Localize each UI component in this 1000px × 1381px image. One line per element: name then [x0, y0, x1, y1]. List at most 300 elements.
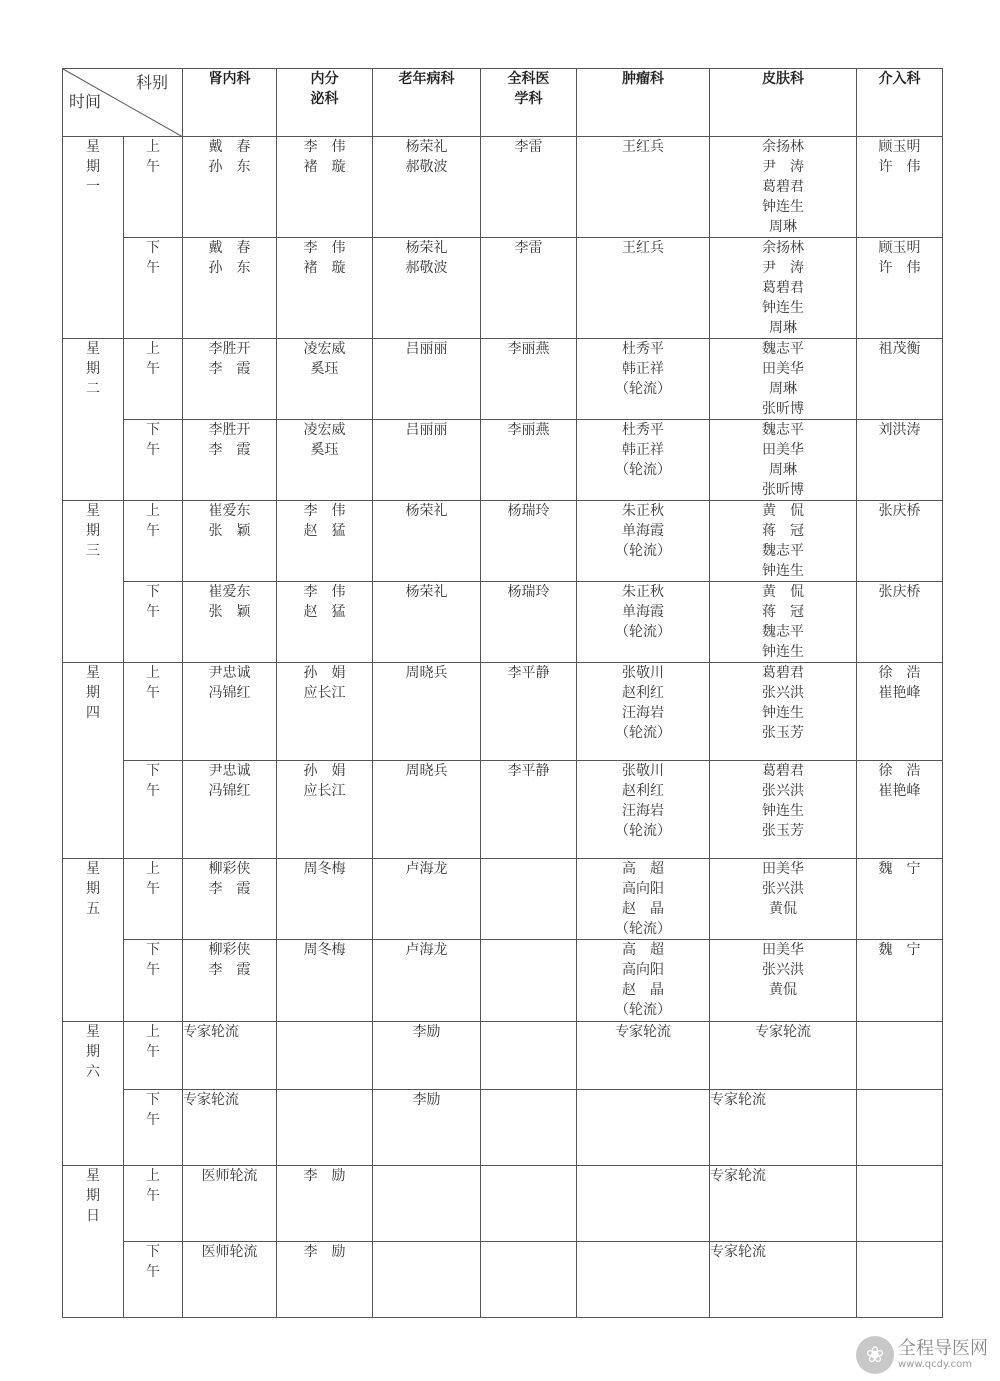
session-morning-label: 上 午 [124, 1022, 183, 1090]
swirl-logo-icon: ❀ [856, 1336, 894, 1374]
day-label: 星 期 四 [63, 663, 124, 859]
doctor-name: 褚 璇 [303, 260, 346, 276]
doctor-name: 郝敬波 [405, 260, 448, 276]
doctor-name: 杨荣礼 [405, 240, 448, 256]
schedule-cell [481, 663, 577, 761]
schedule-cell [183, 761, 277, 859]
doctor-name: 杨瑞玲 [507, 503, 550, 519]
day-label: 星 期 六 [63, 1022, 124, 1166]
schedule-cell [577, 501, 710, 582]
schedule-cell [373, 582, 481, 663]
schedule-cell [857, 940, 943, 1022]
session-afternoon-label: 下 午 [124, 420, 183, 501]
dept-header-endocrinology: 内分 泌科 [277, 69, 373, 137]
doctor-name: 赵 猛 [303, 604, 346, 620]
schedule-cell [710, 1022, 857, 1090]
doctor-name: 钟连生 [762, 705, 804, 721]
doctor-name: 周琳 [769, 381, 797, 397]
doctor-name: 魏志平 [762, 624, 804, 640]
doctor-name: 李雷 [514, 139, 543, 155]
schedule-cell [277, 1090, 373, 1166]
schedule-cell [277, 1242, 373, 1318]
session-morning-label: 上 午 [124, 501, 183, 582]
doctor-name: 李 霞 [208, 361, 251, 377]
doctor-name: 专家轮流 [755, 1024, 811, 1040]
session-afternoon-label: 下 午 [124, 238, 183, 339]
schedule-cell [710, 1242, 857, 1318]
doctor-name: 周晓兵 [405, 763, 448, 779]
schedule-cell [481, 761, 577, 859]
doctor-name: 韩正祥 [622, 361, 664, 377]
doctor-name: 高向阳 [622, 881, 664, 897]
dept-header-dermatology: 皮肤科 [710, 69, 857, 137]
doctor-name: 田美华 [762, 361, 804, 377]
schedule-cell [183, 859, 277, 940]
doctor-name: 尹忠诚 [208, 763, 251, 779]
schedule-cell [710, 859, 857, 940]
schedule-cell [710, 501, 857, 582]
doctor-name: 周冬梅 [303, 942, 346, 958]
schedule-cell [710, 1090, 857, 1166]
doctor-name: 张 颖 [208, 604, 251, 620]
doctor-name: 杜秀平 [622, 341, 664, 357]
doctor-name: 徐 浩 [878, 665, 921, 681]
doctor-name: 许 伟 [878, 260, 921, 276]
doctor-name: 魏志平 [762, 422, 804, 438]
schedule-cell [857, 582, 943, 663]
doctor-name: 顾玉明 [878, 139, 921, 155]
doctor-name: 葛碧君 [762, 179, 804, 195]
doctor-name: 汪海岩 [622, 803, 664, 819]
session-row [63, 1022, 943, 1090]
doctor-name: 朱正秋 [622, 503, 664, 519]
doctor-name: 张庆桥 [878, 584, 921, 600]
session-morning-label: 上 午 [124, 1166, 183, 1242]
doctor-name: 专家轮流 [710, 1092, 766, 1108]
doctor-name: 李丽燕 [507, 341, 550, 357]
schedule-cell [277, 940, 373, 1022]
doctor-name: 高向阳 [622, 962, 664, 978]
doctor-name: 李雷 [514, 240, 543, 256]
schedule-cell [373, 137, 481, 238]
doctor-name: 魏 宁 [878, 861, 921, 877]
doctor-name: 李 霞 [208, 442, 251, 458]
doctor-name: 田美华 [762, 442, 804, 458]
session-row [63, 137, 943, 238]
doctor-name: 张兴洪 [762, 881, 804, 897]
schedule-cell [373, 1090, 481, 1166]
doctor-name: 李 伟 [303, 139, 346, 155]
session-row [63, 420, 943, 501]
doctor-name: 奚珏 [310, 361, 339, 377]
schedule-cell [277, 137, 373, 238]
watermark-name: 全程导医网 [898, 1338, 988, 1359]
doctor-name: 张兴洪 [762, 783, 804, 799]
schedule-cell [277, 663, 373, 761]
schedule-cell [277, 761, 373, 859]
doctor-name: 黄 侃 [762, 503, 804, 519]
doctor-name: 杜秀平 [622, 422, 664, 438]
schedule-cell [577, 1090, 710, 1166]
schedule-cell [577, 1022, 710, 1090]
schedule-cell [183, 137, 277, 238]
doctor-name: 李胜开 [208, 422, 251, 438]
doctor-name: （轮流） [615, 1002, 671, 1018]
session-afternoon-label: 下 午 [124, 761, 183, 859]
doctor-name: 高 超 [622, 942, 664, 958]
doctor-name: 钟连生 [762, 199, 804, 215]
doctor-name: 奚珏 [310, 442, 339, 458]
schedule-cell [710, 1166, 857, 1242]
schedule-cell [481, 339, 577, 420]
doctor-name: 李 励 [303, 1168, 346, 1184]
schedule-cell [710, 238, 857, 339]
session-morning-label: 上 午 [124, 339, 183, 420]
schedule-cell [481, 1090, 577, 1166]
corner-time-label: 时间 [69, 92, 102, 111]
doctor-name: 杨荣礼 [405, 584, 448, 600]
doctor-name: 黄侃 [769, 901, 797, 917]
doctor-name: 魏 宁 [878, 942, 921, 958]
schedule-cell [857, 238, 943, 339]
schedule-cell [857, 1166, 943, 1242]
doctor-name: 冯锦红 [208, 685, 251, 701]
schedule-cell [373, 859, 481, 940]
doctor-name: 赵 猛 [303, 523, 346, 539]
doctor-name: 尹忠诚 [208, 665, 251, 681]
doctor-name: 张兴洪 [762, 685, 804, 701]
schedule-cell [481, 859, 577, 940]
schedule-cell [577, 137, 710, 238]
schedule-cell [481, 1242, 577, 1318]
schedule-cell [481, 420, 577, 501]
schedule-cell [710, 339, 857, 420]
doctor-name: 凌宏威 [303, 341, 346, 357]
schedule-cell [277, 1022, 373, 1090]
schedule-cell [277, 582, 373, 663]
doctor-name: 蒋 冠 [762, 604, 804, 620]
doctor-name: 单海霞 [622, 604, 664, 620]
doctor-name: 吕丽丽 [405, 422, 448, 438]
doctor-name: 葛碧君 [762, 280, 804, 296]
doctor-name: 钟连生 [762, 644, 804, 660]
doctor-name: 魏志平 [762, 543, 804, 559]
doctor-name: 张玉芳 [762, 725, 804, 741]
doctor-name: 李胜开 [208, 341, 251, 357]
schedule-cell [710, 582, 857, 663]
doctor-name: 柳彩侠 [208, 861, 251, 877]
schedule-cell [857, 1022, 943, 1090]
doctor-name: （轮流） [615, 624, 671, 640]
schedule-cell [373, 1166, 481, 1242]
doctor-name: （轮流） [615, 823, 671, 839]
schedule-cell [710, 137, 857, 238]
schedule-cell [373, 940, 481, 1022]
schedule-cell [577, 663, 710, 761]
session-row [63, 761, 943, 859]
doctor-name: 孙 娟 [303, 763, 346, 779]
doctor-name: 赵利红 [622, 685, 664, 701]
doctor-name: 单海霞 [622, 523, 664, 539]
schedule-cell [481, 582, 577, 663]
watermark-url: www.qcdy.com [898, 1359, 973, 1370]
doctor-name: 吕丽丽 [405, 341, 448, 357]
schedule-cell [710, 940, 857, 1022]
session-row [63, 663, 943, 761]
schedule-cell [577, 238, 710, 339]
day-label: 星 期 五 [63, 859, 124, 1022]
schedule-cell [857, 1090, 943, 1166]
doctor-name: 杨瑞玲 [507, 584, 550, 600]
doctor-name: 王红兵 [622, 139, 664, 155]
doctor-name: 李 霞 [208, 881, 251, 897]
doctor-name: 张敬川 [622, 763, 664, 779]
doctor-name: 专家轮流 [183, 1092, 239, 1108]
doctor-name: 孙 东 [208, 159, 251, 175]
schedule-cell [857, 137, 943, 238]
session-row [63, 1242, 943, 1318]
doctor-name: 李励 [412, 1092, 441, 1108]
day-label: 星 期 二 [63, 339, 124, 501]
schedule-cell [373, 238, 481, 339]
doctor-name: 医师轮流 [201, 1168, 258, 1184]
doctor-name: 黄侃 [769, 982, 797, 998]
doctor-name: 孙 娟 [303, 665, 346, 681]
schedule-cell [183, 582, 277, 663]
schedule-cell [277, 501, 373, 582]
doctor-name: 高 超 [622, 861, 664, 877]
schedule-cell [183, 1022, 277, 1090]
doctor-name: 田美华 [762, 861, 804, 877]
schedule-cell [481, 1022, 577, 1090]
doctor-name: 郝敬波 [405, 159, 448, 175]
schedule-cell [373, 339, 481, 420]
doctor-name: 卢海龙 [405, 861, 448, 877]
doctor-name: 尹 涛 [762, 159, 804, 175]
doctor-name: 周琳 [769, 320, 797, 336]
doctor-name: 张兴洪 [762, 962, 804, 978]
schedule-cell [577, 1166, 710, 1242]
schedule-cell [373, 761, 481, 859]
session-row [63, 859, 943, 940]
schedule-cell [577, 761, 710, 859]
doctor-name: 李励 [412, 1024, 441, 1040]
schedule-cell [183, 1166, 277, 1242]
doctor-name: 田美华 [762, 942, 804, 958]
session-row [63, 582, 943, 663]
schedule-cell [481, 1166, 577, 1242]
schedule-cell [183, 501, 277, 582]
schedule-cell [183, 1242, 277, 1318]
schedule-cell [710, 761, 857, 859]
doctor-name: 冯锦红 [208, 783, 251, 799]
session-row [63, 1090, 943, 1166]
schedule-cell [857, 859, 943, 940]
doctor-name: 赵 晶 [622, 982, 664, 998]
schedule-cell [183, 339, 277, 420]
dept-header-geriatrics: 老年病科 [373, 69, 481, 137]
doctor-name: 褚 璇 [303, 159, 346, 175]
schedule-cell [481, 137, 577, 238]
header-corner [63, 69, 183, 137]
schedule-cell [481, 238, 577, 339]
schedule-cell [857, 339, 943, 420]
doctor-name: （轮流） [615, 725, 671, 741]
doctor-name: 魏志平 [762, 341, 804, 357]
doctor-name: 张庆桥 [878, 503, 921, 519]
doctor-name: 赵 晶 [622, 901, 664, 917]
doctor-name: 周冬梅 [303, 861, 346, 877]
schedule-cell [577, 859, 710, 940]
doctor-name: 李 伟 [303, 584, 346, 600]
session-morning-label: 上 午 [124, 137, 183, 238]
schedule-cell [373, 501, 481, 582]
doctor-name: 顾玉明 [878, 240, 921, 256]
session-morning-label: 上 午 [124, 859, 183, 940]
session-afternoon-label: 下 午 [124, 1090, 183, 1166]
session-afternoon-label: 下 午 [124, 582, 183, 663]
dept-header-general-practice: 全科医 学科 [481, 69, 577, 137]
day-label: 星 期 日 [63, 1166, 124, 1318]
doctor-name: 戴 春 [208, 240, 251, 256]
doctor-name: 崔艳峰 [878, 783, 921, 799]
doctor-name: 汪海岩 [622, 705, 664, 721]
session-row [63, 238, 943, 339]
doctor-name: 戴 春 [208, 139, 251, 155]
doctor-name: 黄 侃 [762, 584, 804, 600]
doctor-name: 张 颖 [208, 523, 251, 539]
schedule-cell [277, 859, 373, 940]
doctor-name: 王红兵 [622, 240, 664, 256]
doctor-name: 余扬林 [762, 240, 804, 256]
doctor-name: 周琳 [769, 462, 797, 478]
schedule-cell [577, 940, 710, 1022]
schedule-cell [183, 663, 277, 761]
schedule-cell [183, 238, 277, 339]
schedule-cell [577, 1242, 710, 1318]
doctor-name: 葛碧君 [762, 665, 804, 681]
session-afternoon-label: 下 午 [124, 940, 183, 1022]
doctor-name: 李丽燕 [507, 422, 550, 438]
doctor-name: （轮流） [615, 543, 671, 559]
header-row [63, 69, 943, 137]
schedule-cell [481, 940, 577, 1022]
doctor-name: 刘洪涛 [878, 422, 921, 438]
doctor-name: 应长江 [303, 783, 346, 799]
schedule-cell [857, 663, 943, 761]
doctor-name: 许 伟 [878, 159, 921, 175]
schedule-cell [373, 420, 481, 501]
doctor-name: 李 励 [303, 1244, 346, 1260]
doctor-name: 张敬川 [622, 665, 664, 681]
doctor-name: 钟连生 [762, 803, 804, 819]
doctor-name: 蒋 冠 [762, 523, 804, 539]
schedule-cell [277, 1166, 373, 1242]
schedule-cell [277, 339, 373, 420]
day-label: 星 期 一 [63, 137, 124, 339]
schedule-cell [183, 420, 277, 501]
doctor-name: 应长江 [303, 685, 346, 701]
session-row [63, 501, 943, 582]
dept-header-interventional: 介入科 [857, 69, 943, 137]
doctor-name: （轮流） [615, 381, 671, 397]
doctor-name: （轮流） [615, 921, 671, 937]
schedule-cell [277, 238, 373, 339]
doctor-name: 朱正秋 [622, 584, 664, 600]
corner-dept-label: 科别 [135, 73, 168, 92]
doctor-name: 尹 涛 [762, 260, 804, 276]
doctor-name: 崔艳峰 [878, 685, 921, 701]
doctor-name: 杨荣礼 [405, 503, 448, 519]
doctor-name: 李 伟 [303, 503, 346, 519]
schedule-cell [710, 663, 857, 761]
doctor-name: 柳彩侠 [208, 942, 251, 958]
doctor-name: 专家轮流 [710, 1168, 766, 1184]
doctor-name: 崔爱东 [208, 503, 251, 519]
doctor-name: 专家轮流 [710, 1244, 766, 1260]
session-row [63, 1166, 943, 1242]
doctor-name: 赵利红 [622, 783, 664, 799]
schedule-cell [857, 761, 943, 859]
doctor-name: 凌宏威 [303, 422, 346, 438]
day-label: 星 期 三 [63, 501, 124, 663]
watermark [856, 1336, 988, 1374]
schedule-cell [277, 420, 373, 501]
doctor-name: 李 霞 [208, 962, 251, 978]
doctor-name: 张玉芳 [762, 823, 804, 839]
schedule-table [62, 68, 943, 1318]
dept-header-nephrology: 肾内科 [183, 69, 277, 137]
doctor-name: 周晓兵 [405, 665, 448, 681]
doctor-name: 周琳 [769, 219, 797, 235]
session-afternoon-label: 下 午 [124, 1242, 183, 1318]
doctor-name: 李平静 [507, 763, 550, 779]
doctor-name: 专家轮流 [183, 1024, 239, 1040]
doctor-name: 李平静 [507, 665, 550, 681]
schedule-cell [373, 1242, 481, 1318]
doctor-name: 杨荣礼 [405, 139, 448, 155]
schedule-cell [373, 663, 481, 761]
schedule-cell [857, 1242, 943, 1318]
doctor-name: 钟连生 [762, 563, 804, 579]
doctor-name: 韩正祥 [622, 442, 664, 458]
schedule-cell [857, 420, 943, 501]
schedule-cell [577, 582, 710, 663]
doctor-name: 余扬林 [762, 139, 804, 155]
doctor-name: 崔爱东 [208, 584, 251, 600]
schedule-cell [710, 420, 857, 501]
doctor-name: （轮流） [615, 462, 671, 478]
session-row [63, 339, 943, 420]
dept-header-oncology: 肿瘤科 [577, 69, 710, 137]
doctor-name: 张昕博 [762, 482, 804, 498]
schedule-cell [183, 1090, 277, 1166]
doctor-name: 卢海龙 [405, 942, 448, 958]
doctor-name: 孙 东 [208, 260, 251, 276]
doctor-name: 葛碧君 [762, 763, 804, 779]
session-morning-label: 上 午 [124, 663, 183, 761]
schedule-cell [577, 420, 710, 501]
schedule-cell [857, 501, 943, 582]
doctor-name: 钟连生 [762, 300, 804, 316]
doctor-name: 专家轮流 [615, 1024, 671, 1040]
schedule-cell [373, 1022, 481, 1090]
schedule-cell [481, 501, 577, 582]
doctor-name: 医师轮流 [201, 1244, 258, 1260]
doctor-name: 祖茂衡 [878, 341, 921, 357]
doctor-name: 张昕博 [762, 401, 804, 417]
doctor-name: 徐 浩 [878, 763, 921, 779]
